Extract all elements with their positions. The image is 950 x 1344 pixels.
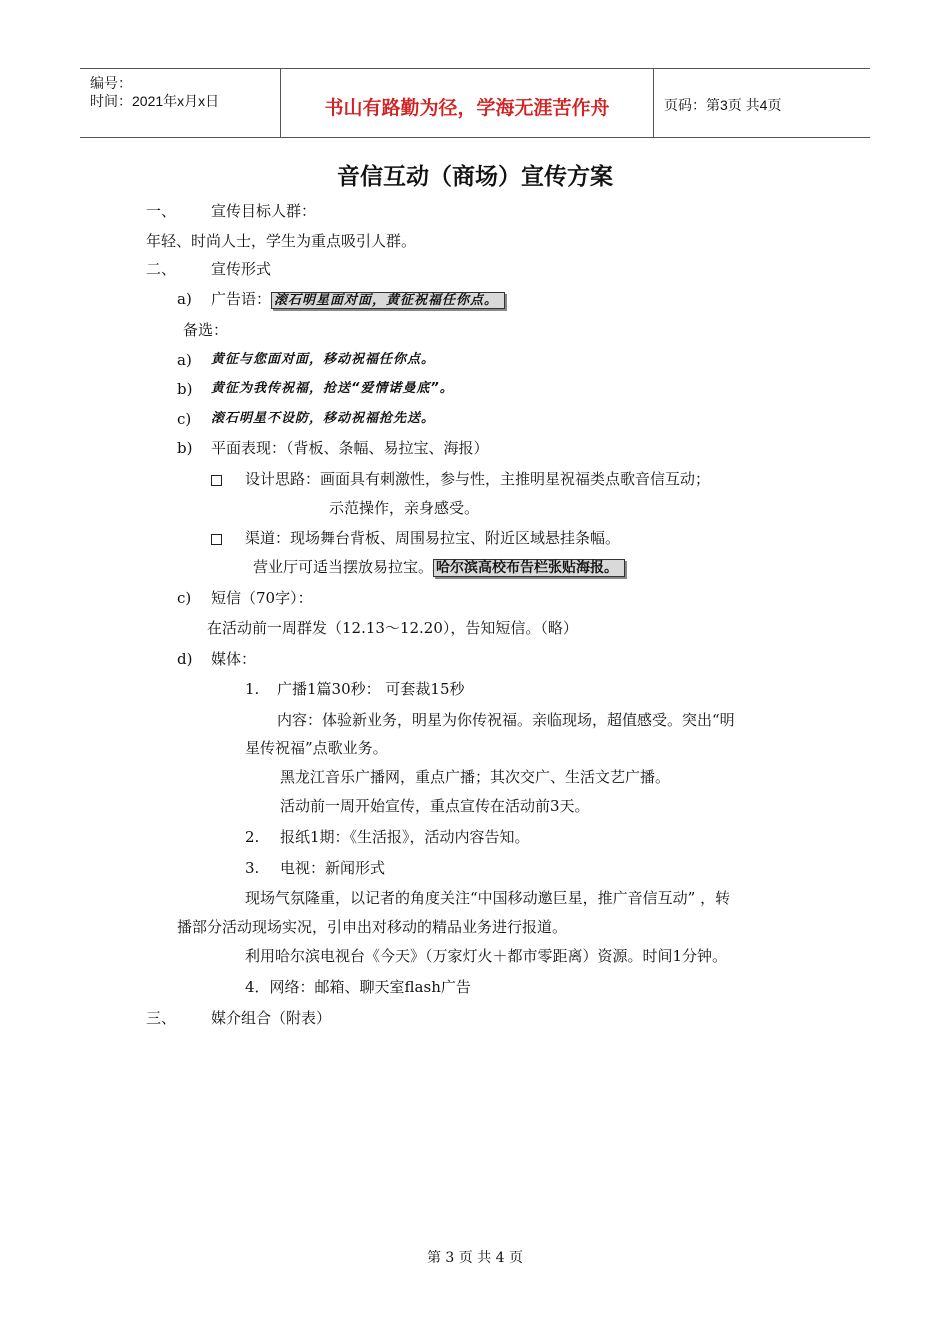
item-b-text: 平面表现：（背板、条幅、易拉宝、海报） <box>211 439 489 457</box>
section-3-number: 三、 <box>146 1009 177 1027</box>
section-1-heading: 宣传目标人群： <box>211 202 317 220</box>
section-1-number: 一、 <box>146 202 177 220</box>
channel-continued-text: 营业厅可适当摆放易拉宝。 <box>253 558 434 576</box>
media-4-text: 4．网络：邮箱、聊天室flash广告 <box>245 978 471 996</box>
media-2-text: 报纸1期：《生活报》，活动内容告知。 <box>280 828 530 846</box>
section-2-heading: 宣传形式 <box>211 260 272 278</box>
tv-paragraph-1: 现场气氛隆重，以记者的角度关注“中国移动邀巨星，推广音信互动” ，转 <box>245 889 731 907</box>
item-d-text: 媒体： <box>211 650 257 668</box>
header-table <box>80 68 870 138</box>
sms-detail: 在活动前一周群发（12.13～12.20），告知短信。（略） <box>207 619 578 637</box>
alt-slogan-b: 黄征为我传祝福，抢送“爱情诺曼底”。 <box>211 381 454 396</box>
radio-content-1: 内容：体验新业务，明星为你传祝福。亲临现场，超值感受。突出“明 <box>277 711 735 729</box>
alt-slogan-a: 黄征与您面对面，移动祝福任你点。 <box>211 352 436 367</box>
section-3-heading: 媒介组合（附表） <box>211 1009 332 1027</box>
tv-paragraph-3: 利用哈尔滨电视台《今天》（万家灯火＋都市零距离）资源。时间1分钟。 <box>245 947 728 965</box>
time-label: 时间：2021年x月x日 <box>90 93 220 109</box>
header-page-label: 页码：第3页 共4页 <box>664 97 782 113</box>
alternatives-label: 备选： <box>183 321 229 339</box>
item-b-marker: b) <box>177 439 193 457</box>
item-a-marker: a) <box>177 290 192 308</box>
media-3-text: 电视：新闻形式 <box>280 859 386 877</box>
checkbox-icon <box>211 528 222 548</box>
slogan-highlight: 滚石明星面对面，黄征祝福任你点。 <box>271 292 505 309</box>
header-right-cell <box>654 69 870 137</box>
header-motto: 书山有路勤为径，学海无涯苦作舟 <box>324 97 610 119</box>
radio-content-2: 星传祝福”点歌业务。 <box>245 739 388 757</box>
radio-channel: 黑龙江音乐广播网，重点广播；其次交广、生活文艺广播。 <box>280 768 671 786</box>
alt-c-marker: c) <box>177 410 192 428</box>
document-title: 音信互动（商场）宣传方案 <box>337 163 613 190</box>
media-1-number: 1. <box>245 680 260 698</box>
item-c-text: 短信（70字）： <box>211 589 313 607</box>
item-c-marker: c) <box>177 589 192 607</box>
header-left-cell <box>80 69 281 137</box>
channel-continued <box>253 557 625 578</box>
number-label: 编号： <box>90 75 132 91</box>
page-footer: 第 3 页 共 4 页 <box>426 1250 524 1266</box>
header-middle-cell <box>281 69 654 137</box>
tv-paragraph-2: 播部分活动现场实况，引申出对移动的精品业务进行报道。 <box>177 918 568 936</box>
alt-slogan-c: 滚石明星不设防，移动祝福抢先送。 <box>211 411 436 426</box>
design-idea-text: 设计思路：画面具有刺激性，参与性，主推明星祝福类点歌音信互动； <box>245 470 711 488</box>
alt-b-marker: b) <box>177 380 193 398</box>
section-2-number: 二、 <box>146 260 177 278</box>
checkbox-icon <box>211 469 222 489</box>
alt-a-marker: a) <box>177 351 192 369</box>
slogan-line <box>211 289 505 311</box>
channel-text: 渠道：现场舞台背板、周围易拉宝、附近区域悬挂条幅。 <box>245 529 621 547</box>
media-3-number: 3. <box>245 859 260 877</box>
slogan-label: 广告语： <box>211 290 272 308</box>
section-1-text: 年轻、时尚人士，学生为重点吸引人群。 <box>146 232 417 250</box>
radio-timing: 活动前一周开始宣传，重点宣传在活动前3天。 <box>280 797 590 815</box>
media-1-text: 广播1篇30秒： 可套裁15秒 <box>277 680 465 698</box>
poster-highlight: 哈尔滨高校布告栏张贴海报。 <box>433 559 625 577</box>
design-idea-continued: 示范操作，亲身感受。 <box>329 499 480 517</box>
item-d-marker: d) <box>177 650 193 668</box>
media-2-number: 2. <box>245 828 260 846</box>
